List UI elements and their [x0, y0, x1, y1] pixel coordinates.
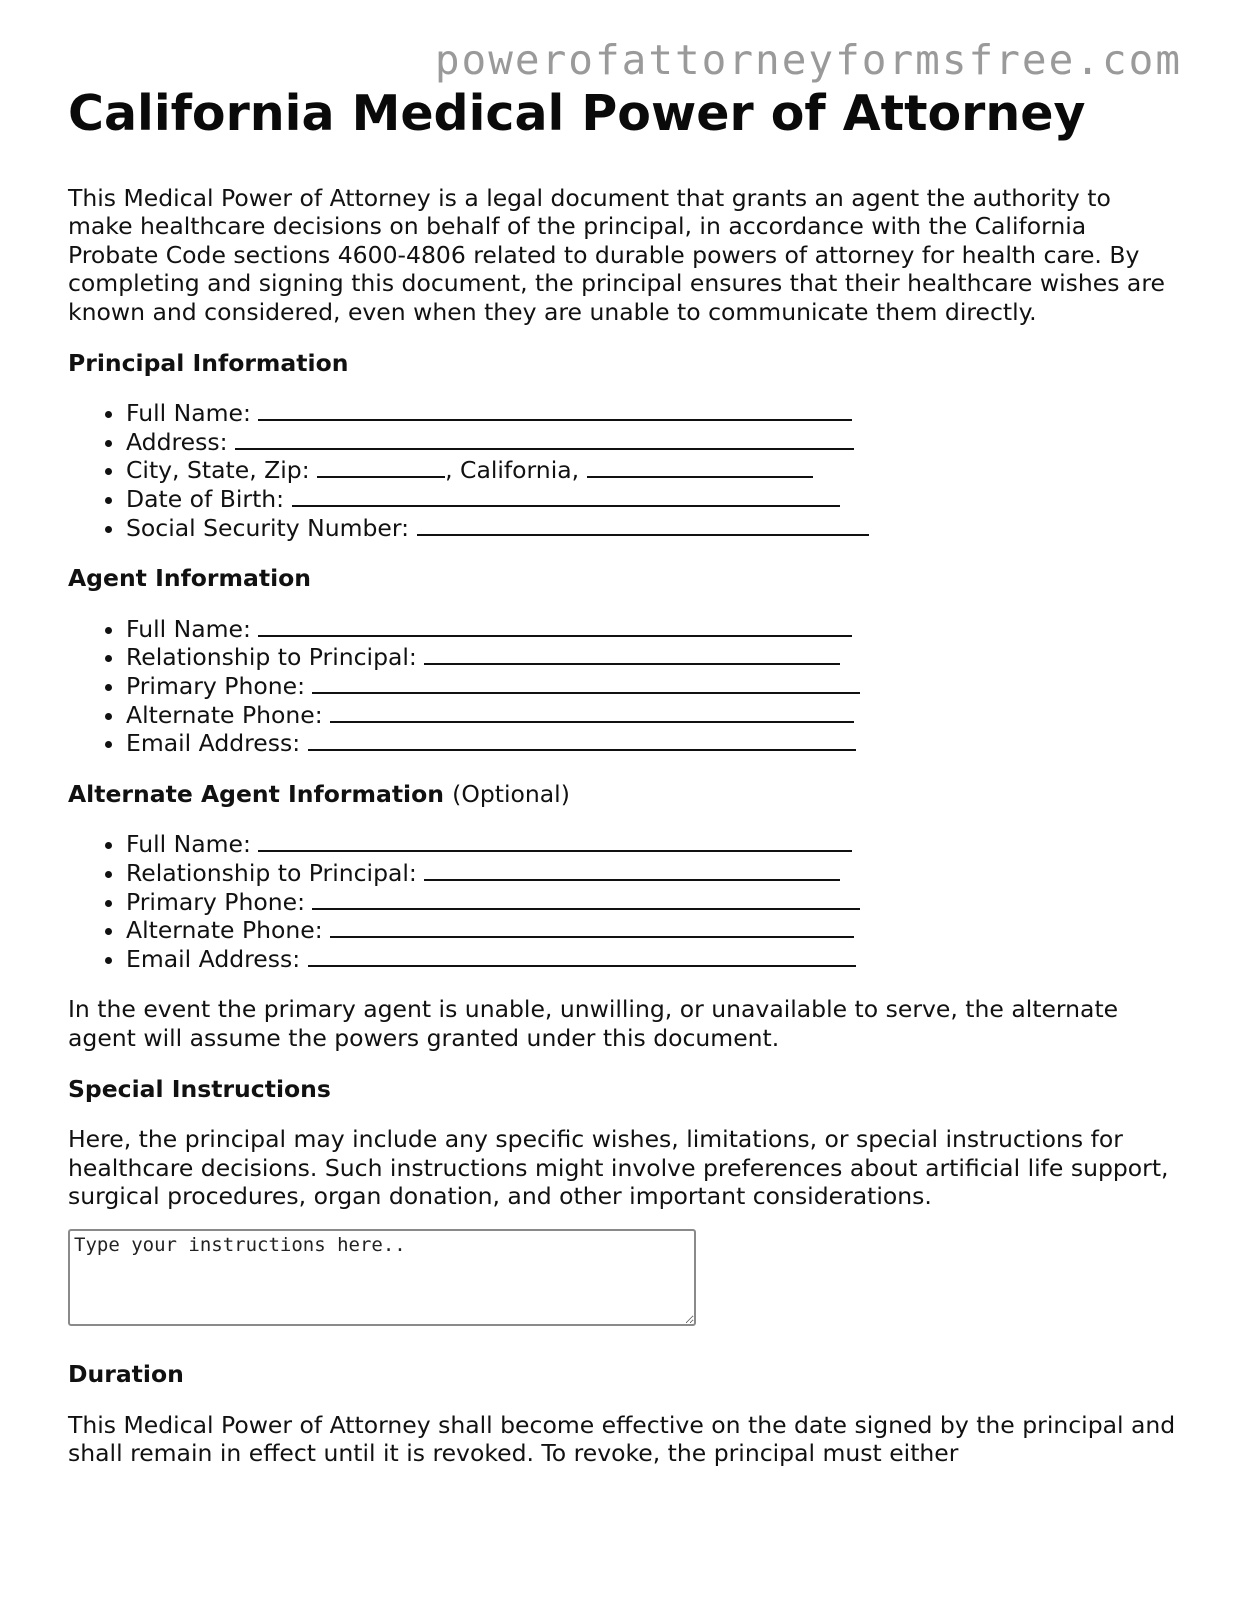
- optional-label: (Optional): [452, 779, 570, 808]
- primary-phone-blank[interactable]: [312, 673, 860, 694]
- principal-full-name-field: [126, 399, 1178, 428]
- document-body: [68, 82, 1178, 1490]
- field-label: Social Security Number:: [126, 513, 410, 542]
- field-label: Full Name:: [126, 830, 251, 859]
- principal-city-state-zip-field: [126, 456, 1178, 485]
- principal-heading: Principal Information: [68, 348, 349, 377]
- duration-text: This Medical Power of Attorney shall become effective on the date signed by the principal and shall remain in effect until it is revoked. To revoke, the principal must either: [68, 1410, 1176, 1468]
- alternate-agent-relationship-field: [126, 859, 1178, 888]
- ssn-blank[interactable]: [417, 515, 869, 536]
- alternate-agent-fields: [68, 830, 1178, 973]
- page-title: California Medical Power of Attorney: [68, 85, 1086, 142]
- special-instructions-heading: Special Instructions: [68, 1074, 331, 1103]
- field-label: Alternate Phone:: [126, 916, 323, 945]
- agent-heading: Agent Information: [68, 564, 312, 593]
- field-label: Alternate Phone:: [126, 700, 323, 729]
- alternate-agent-primary-phone-field: [126, 888, 1178, 917]
- address-blank[interactable]: [235, 429, 854, 450]
- field-label: Email Address:: [126, 729, 301, 758]
- principal-dob-field: [126, 485, 1178, 514]
- field-label: Address:: [126, 427, 228, 456]
- alternate-phone-blank[interactable]: [330, 702, 854, 723]
- field-label: Relationship to Principal:: [126, 858, 417, 887]
- relationship-blank[interactable]: [424, 644, 840, 665]
- alternate-agent-full-name-field: [126, 830, 1178, 859]
- full-name-blank[interactable]: [258, 400, 852, 421]
- dob-blank[interactable]: [292, 486, 840, 507]
- field-label: Primary Phone:: [126, 672, 305, 700]
- agent-full-name-field: [126, 615, 1178, 644]
- alternate-agent-note: In the event the primary agent is unable, unwilling, or unavailable to serve, the alternate agent will assume the powers granted under this document.: [68, 995, 1119, 1052]
- email-blank[interactable]: [308, 730, 856, 751]
- field-label: City, State, Zip:: [126, 456, 310, 485]
- zip-blank[interactable]: [587, 457, 813, 478]
- field-label: Relationship to Principal:: [126, 643, 417, 672]
- heading-text: Alternate Agent Information: [68, 779, 444, 808]
- principal-address-field: [126, 428, 1178, 457]
- agent-alternate-phone-field: [126, 701, 1178, 730]
- site-watermark: powerofattorneyformsfree.com: [434, 36, 1182, 84]
- alternate-agent-email-field: [126, 945, 1178, 974]
- relationship-blank[interactable]: [424, 860, 840, 881]
- principal-fields: [68, 399, 1178, 542]
- field-label: Full Name:: [126, 614, 251, 643]
- agent-primary-phone-field: [126, 672, 1178, 701]
- field-label: Email Address:: [126, 944, 301, 973]
- alternate-agent-heading: [68, 780, 1178, 809]
- agent-email-field: [126, 729, 1178, 758]
- field-label: Primary Phone:: [126, 887, 305, 916]
- full-name-blank[interactable]: [258, 616, 852, 637]
- duration-heading: Duration: [68, 1359, 184, 1388]
- agent-relationship-field: [126, 643, 1178, 672]
- principal-ssn-field: [126, 514, 1178, 543]
- instructions-textarea[interactable]: [68, 1229, 696, 1326]
- agent-fields: [68, 615, 1178, 758]
- email-blank[interactable]: [308, 946, 856, 967]
- field-label: Date of Birth:: [126, 485, 285, 514]
- intro-paragraph: This Medical Power of Attorney is a legal document that grants an agent the authority to make healthcare decisions on behalf of the principal, in accordance with the California Probate Code sections 4600-4806 related to durable powers of attorney for health care. By completing and signing this document, the principal ensures that their healthcare wishes are known and considered, even when they are unable to communicate them directly.: [68, 183, 1165, 327]
- full-name-blank[interactable]: [258, 831, 852, 852]
- alternate-phone-blank[interactable]: [330, 917, 854, 938]
- state-label: , California,: [445, 456, 580, 485]
- city-blank[interactable]: [317, 457, 445, 478]
- field-label: Full Name:: [126, 399, 251, 428]
- special-instructions-text: Here, the principal may include any specific wishes, limitations, or special instructions for healthcare decisions. Such instructions might involve preferences about artificial life support, surgical procedures, organ donation, and other important considerations.: [68, 1125, 1169, 1211]
- alternate-agent-alternate-phone-field: [126, 916, 1178, 945]
- primary-phone-blank[interactable]: [312, 889, 860, 910]
